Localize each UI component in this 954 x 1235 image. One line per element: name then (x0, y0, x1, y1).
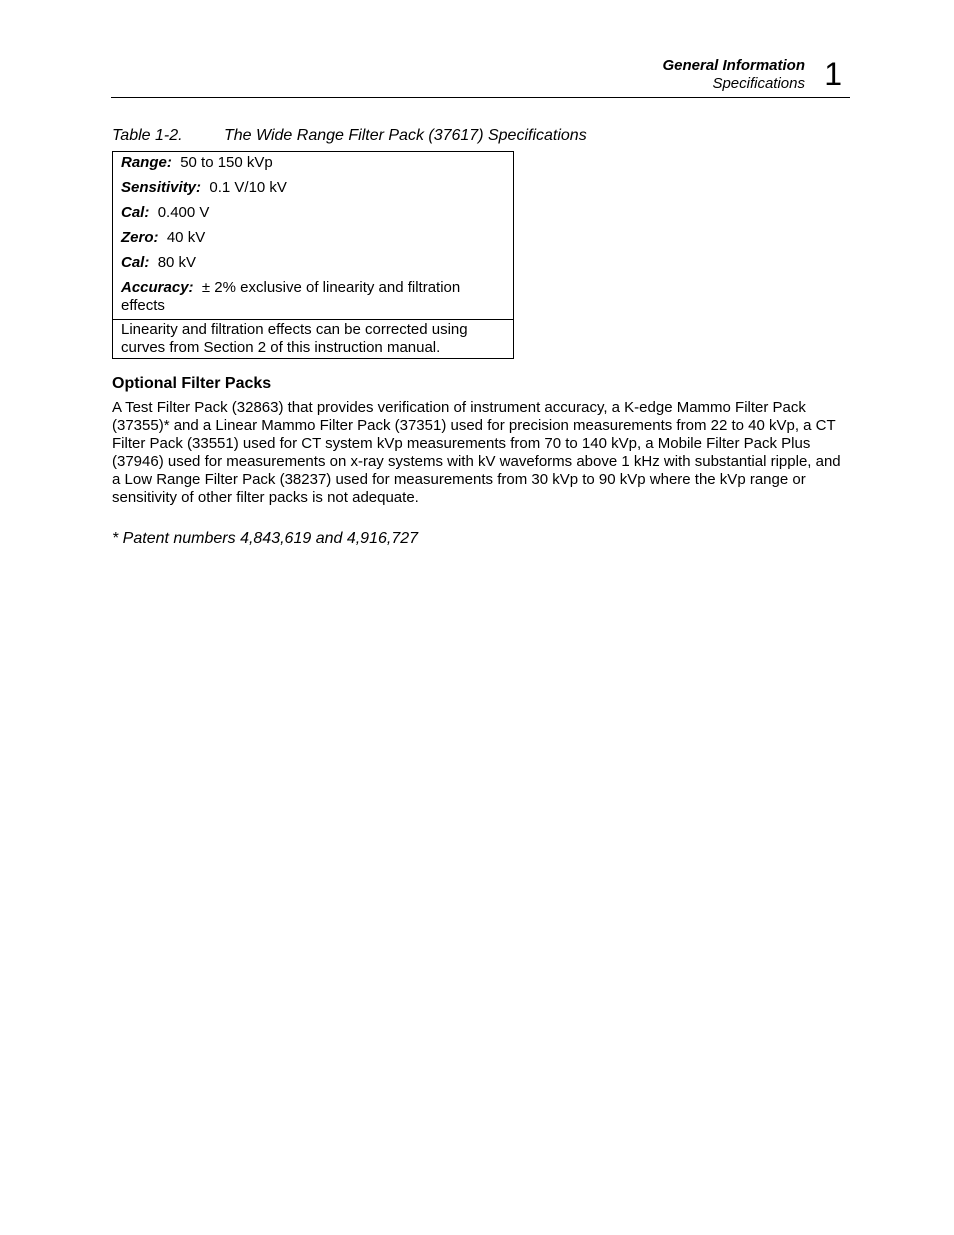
spec-row-sensitivity (121, 179, 505, 197)
spec-value: 80 kV (157, 254, 197, 271)
header-text (662, 57, 805, 93)
spec-value: 0.400 V (157, 204, 210, 221)
header-section-title: Specifications (712, 75, 805, 92)
table-number: Table 1-2. (112, 127, 183, 144)
table-title: The Wide Range Filter Pack (37617) Specifications (224, 127, 587, 144)
spec-table (112, 151, 514, 359)
spec-row-cal-voltage (121, 204, 505, 222)
spec-value: 40 kV (166, 229, 206, 246)
header-chapter-title: General Information (662, 57, 805, 74)
spec-value: 50 to 150 kVp (180, 154, 273, 171)
section-heading: Optional Filter Packs (112, 375, 272, 392)
spec-value: 0.1 V/10 kV (209, 179, 287, 196)
spec-row-cal-kv (121, 254, 505, 272)
spec-label: Cal: (121, 254, 150, 271)
spec-note: Linearity and filtration effects can be corrected using curves from Section 2 of this instruction manual. (113, 319, 513, 358)
spec-value: ± 2% exclusive of linearity and filtration effects (121, 279, 461, 314)
running-header (111, 55, 850, 98)
spec-label: Range: (121, 154, 172, 171)
spec-row-range (121, 154, 505, 172)
spec-row-zero (121, 229, 505, 247)
spec-label: Sensitivity: (121, 179, 202, 196)
spec-block (113, 152, 513, 319)
table-caption (112, 126, 587, 146)
spec-label: Cal: (121, 204, 150, 221)
body-paragraph: A Test Filter Pack (32863) that provides verification of instrument accuracy, a K-edge Mammo Filter Pack (37355)* and a Linear Mammo Filter Pack (37351) used for precision measurements from 22 to 40 kVp, a CT Filter Pack (33551) used for CT system kVp measurements from 70 to 140 kVp, a Mobile Filter Pack Plus (37946) used for measurements on x-ray systems with kV waveforms above 1 kHz with substantial ripple, and a Low Range Filter Pack (38237) used for measurements from 30 kVp to 90 kVp where the kVp range or sensitivity of other filter packs is not adequate. (112, 399, 841, 506)
spec-label: Zero: (121, 229, 159, 246)
header-chapter-number: 1 (824, 56, 842, 92)
footnote: * Patent numbers 4,843,619 and 4,916,727 (112, 530, 419, 547)
spec-row-accuracy (121, 279, 505, 315)
spec-label: Accuracy: (121, 279, 194, 296)
